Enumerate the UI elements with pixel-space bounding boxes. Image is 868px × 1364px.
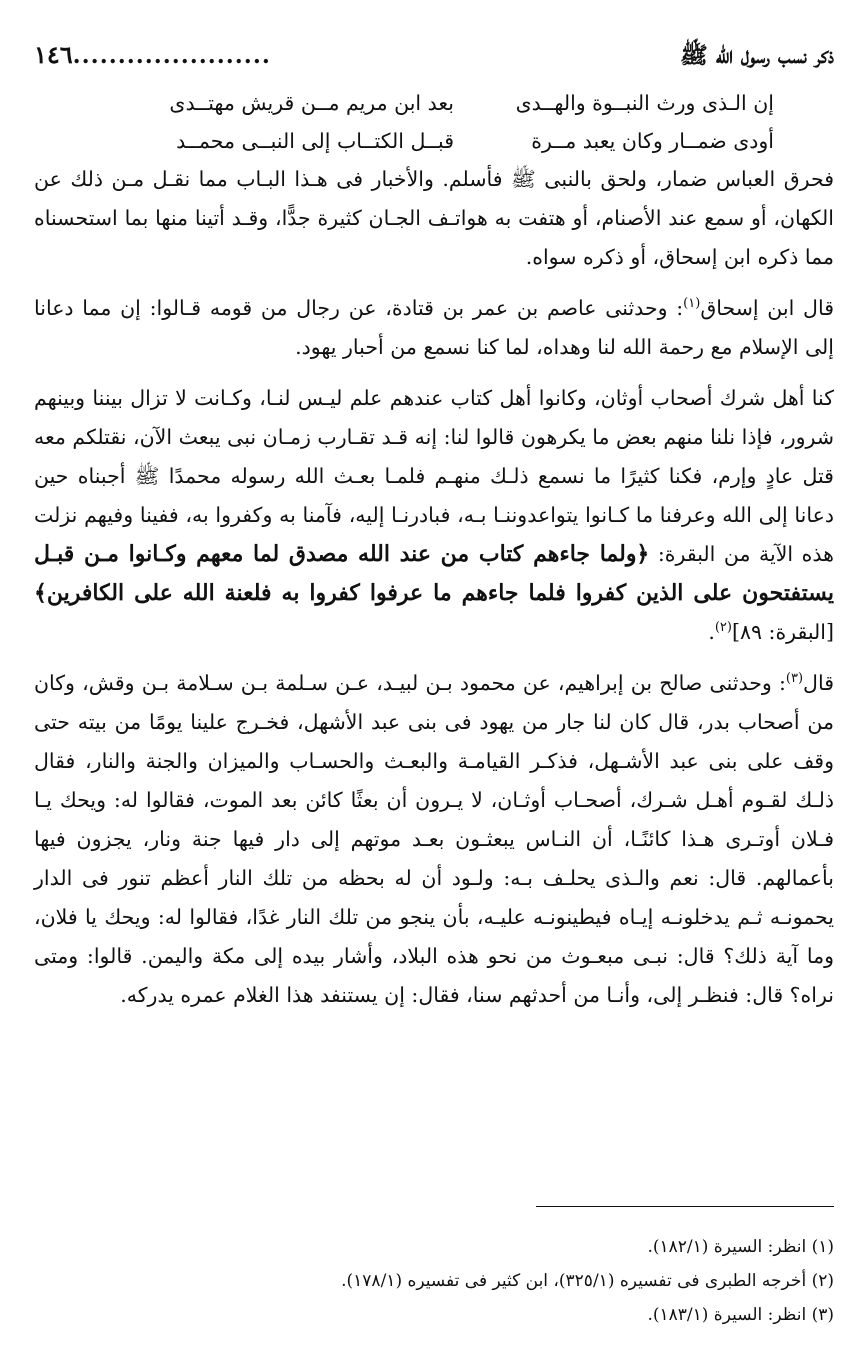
quran-verse: ﴿ولما جاءهم كتاب من عند الله مصدق لما معهم وكـانوا مـن قبـل يستفتحون على الذين كفروا فلما جاءهم ما عرفوا كفروا به فلعنة الله على الكافرين﴾ [34, 541, 834, 606]
poem-verse [34, 84, 834, 122]
verse-second-hemistich: قبــل الكتــاب إلى النبــى محمــد [176, 129, 454, 153]
paragraph-salih-narration [34, 664, 834, 1015]
paragraph-opening: قال ابن إسحاق [700, 296, 834, 320]
header-dot-leader: ...................... [72, 42, 271, 69]
running-title: ذكر نسب رسول الله ﷺ [679, 42, 834, 69]
poem-verses [34, 84, 834, 160]
poem-verse [34, 122, 834, 160]
verse-first-hemistich: إن الـذى ورث النبــوة والهــدى [515, 91, 774, 115]
paragraph-body: : وحدثنى عاصم بن عمر بن قتادة، عن رجال من قومه قـالوا: إن مما دعانا إلى الإسلام مع رحمة الله لنا وهداه، لما كنا نسمع من أحبار يهود. [34, 296, 834, 359]
paragraph-ibn-ishaq [34, 289, 834, 367]
footnote-separator [536, 1206, 834, 1207]
book-page [34, 40, 834, 1340]
paragraph-opening: قال [803, 671, 834, 695]
footnote: (١) انظر: السيرة (١٨٢/١). [647, 1237, 834, 1257]
footnote: (٢) أخرجه الطبرى فى تفسيره (٣٢٥/١)، ابن كثير فى تفسيره (١٧٨/١). [341, 1271, 834, 1291]
footnote: (٣) انظر: السيرة (١٨٣/١). [647, 1305, 834, 1325]
verse-second-hemistich: بعد ابن مريم مــن قريش مهتــدى [169, 91, 454, 115]
paragraph-people-of-book [34, 379, 834, 652]
quran-citation: [البقرة: ٨٩] [731, 620, 834, 644]
verse-first-hemistich: أودى ضمــار وكان يعبد مــرة [531, 129, 774, 153]
footnotes [34, 1230, 834, 1332]
footnote-reference[interactable]: (٣) [785, 671, 804, 687]
paragraph-end-mark: . [708, 620, 715, 644]
paragraph-body: : وحدثنى صالح بن إبراهيم، عن محمود بـن لبيـد، عـن سـلمة بـن سـلامة بـن وقش، وكان من أصحاب بدر، قال كان لنا جار من يهود فى بنى عبد الأشهل، فخـرج علينا يومًا من بيته حتى وقف على بنى عبد الأشـهل، فذكـر القيامـة والبعـث والحسـاب والميزان والجنة والنار، فقال ذلـك لقـوم أهـل شـرك، أصحـاب أوثـان، لا يـرون أن بعثًا كائن بعد الموت، فقالوا له: ويحك يـا فـلان أوتـرى هـذا كائنًـا، أن النـاس يبعثـون بعـد موتهم إلى دار فيها جنة ونار، يجزون فيها بأعمالهم. قال: نعم والـذى يحلـف بـه: ولـود أن له بحظه من تلك النار أعظم تنور فى الدار يحمونـه ثـم يدخلونـه إيـاه فيطينونـه عليـه، بأن ينجو من تلك النار غدًا، فقالوا له: ويحك يا فلان، وما آية ذلك؟ قال: نبـى مبعـوث من نحو هذه البلاد، وأشار بيده إلى مكة واليمن. قالوا: ومتى نراه؟ قال: فنظـر إلى، وأنـا من أحدثهم سنا، فقال: إن يستنفد هذا الغلام عمره يدركه. [34, 671, 834, 1007]
running-header [34, 40, 834, 72]
footnote-reference[interactable]: (٢) [714, 620, 732, 636]
paragraph-al-abbas: فحرق العباس ضمار، ولحق بالنبى ﷺ فأسلم. والأخبار فى هـذا البـاب مما نقـل مـن ذلك عن الكهان، أو سمع عند الأصنام، أو هتفت به هواتـف الجـان كثيرة جدًّا، وقـد أتينا منها بما استحسناه مما ذكره ابن إسحاق، أو ذكره سواه. [34, 167, 834, 269]
paragraph-body: كنا أهل شرك أصحاب أوثان، وكانوا أهل كتاب عندهم علم ليـس لنـا، وكـانت لا تزال بيننا وبينهم شرور، فإذا نلنا منهم بعض ما يكرهون قالوا لنا: إنه قـد تقـارب زمـان نبى يبعث الآن، نقتلكم معه قتل عادٍ وإرم، فكنا كثيرًا ما نسمع ذلـك منهـم فلمـا بعـث الله رسوله محمدًا ﷺ أجبناه حين دعانا إلى الله وعرفنا ما كـانوا يتواعدوننـا بـه، فبادرنـا إليه، فآمنا به وكفروا به، ففينا وفيهم نزلت هذه الآية من البقرة: [34, 386, 834, 566]
footnote-reference[interactable]: (١) [683, 296, 701, 312]
page-number: ١٤٦ [34, 40, 73, 69]
